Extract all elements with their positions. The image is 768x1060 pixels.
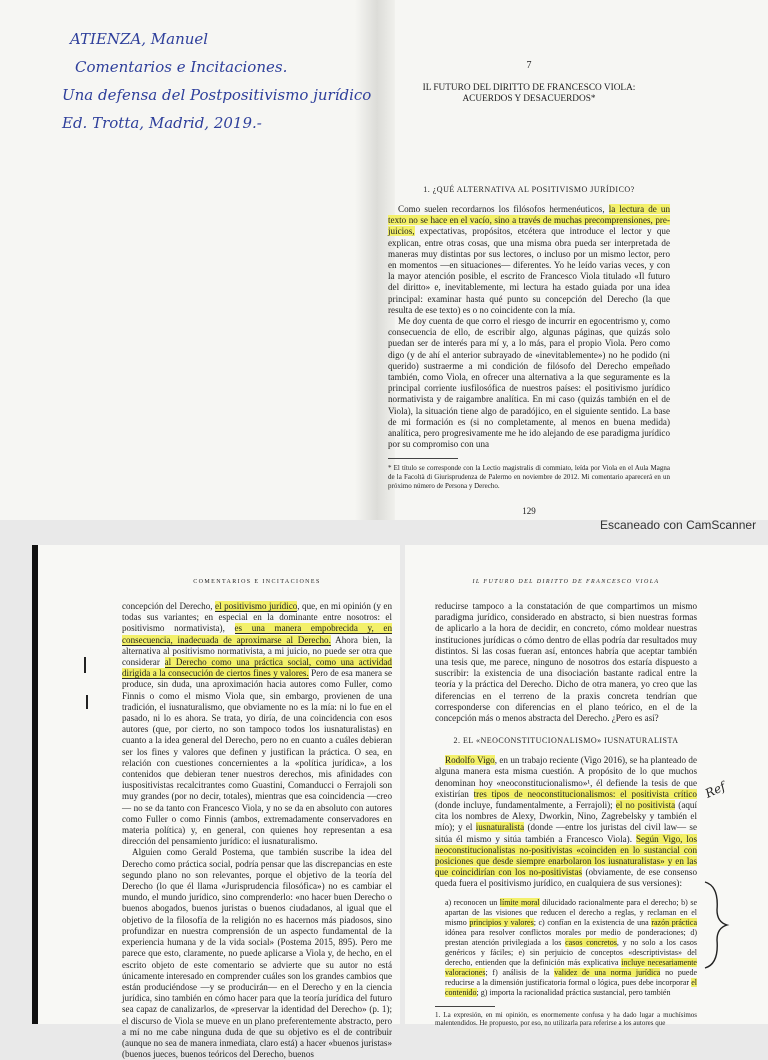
paragraph-text: (aquí cita los nombres de Alexy, Dworkin, Nino, Zagrebelsky y también el mío); y el xyxy=(435,800,697,833)
margin-pen-mark xyxy=(84,657,86,673)
page-131-paragraph-2 xyxy=(435,755,697,889)
page-129-paragraph-2: Me doy cuenta de que corro el riesgo de incurrir en egocentrismo y, como consecuencia de ello, de escribir algo, algunas páginas, que quizás solo puedan ser de interés para mí y, a lo más, para el propio Viola. Pero como digo (y de ahí el anterior subrayado de «inevitablemente») no he podido (ni querido) sustraerme a mi condición de filósofo del Derecho empeñado también, como Viola, en ofrecer una alternativa a la que seguramente es la principal corriente iusfilosófica de nuestros países: el positivismo jurídico normativista y de raigambre analítica. En mi caso (quizás también en el de Viola), la situación tiene algo de paradójico, en el siguiente sentido. La base de mi formación es (si no completamente, al menos en buena medida) analítica, pero progresivamente me he ido alejando de ese paradigma jurídico por su compromiso con una xyxy=(388,316,670,450)
list-text: idónea para resolver conflictos morales por medio de ponderaciones; d) prestan atención privilegiada a los xyxy=(445,927,697,947)
scanner-watermark: Escaneado con CamScanner xyxy=(600,518,757,532)
highlighted-text: principios y valores xyxy=(469,917,534,927)
page-130-paragraph-1 xyxy=(122,601,392,847)
left-page-scan xyxy=(32,545,400,1060)
right-page-scan xyxy=(405,545,768,1028)
paragraph-text: Ahora bien, la alternativa al positivismo normativista, a mi juicio, no puede ser otra que considerar xyxy=(122,634,393,668)
section-1-heading: 1. ¿QUÉ ALTERNATIVA AL POSITIVISMO JURÍDICO? xyxy=(423,185,635,194)
highlighted-text: iusnaturalista xyxy=(475,822,525,833)
page-130-content xyxy=(122,579,392,1060)
highlighted-text: tres tipos de neoconstitucionalismos: el positivista crítico xyxy=(473,788,697,799)
page-131-content xyxy=(435,579,697,1028)
highlighted-text: es una manera empobrecida y, en consecuencia, inadecuada de aproximarse al Derecho. xyxy=(122,623,392,645)
highlighted-text: incluye necesariamente valoraciones xyxy=(445,957,697,977)
paragraph-text: , que, en mi opinión (y en todas sus variantes; en especial en la dominante entre nosotros: el positivismo normativista), xyxy=(122,601,392,634)
margin-pen-mark xyxy=(86,695,88,709)
paragraph-text: expectativas, propósitos, etcétera que introduce el lector y que explican, entre otras cosas, que una misma obra pueda ser interpretada de maneras muy distintas por sus lectores, o incluso por un mismo lector, pero en momentos —en situaciones— diferentes. Yo he leído varias veces, y con la mayor atención posible, el escrito de Francesco Viola titulado «Il futuro del diritto» e, inevitablemente, mi lectura ha estado guiada por una idea principal: examinar hasta qué punto su concepción del Derecho (la que resulta de ese texto) es o no coincidente con la mía. xyxy=(388,226,670,315)
page-129-footnote: * El título se corresponde con la Lectio magistralis di commiato, leída por Viola en el Aula Magna de la Facoltà di Giurisprudenza de Palermo en noviembre de 2012. Mi comentario aparecerá en un próximo número de Persona y Derecho. xyxy=(388,464,670,490)
highlighted-text: razón práctica xyxy=(651,917,698,927)
footnote-rule xyxy=(435,1006,495,1007)
margin-bracket-mark xyxy=(701,880,731,970)
section-2-heading: 2. EL «NEOCONSTITUCIONALISMO» IUSNATURALISTA xyxy=(453,736,679,746)
list-text: ; f) análisis de la xyxy=(485,967,555,977)
page-binding-edge xyxy=(32,545,38,1024)
page-129-content xyxy=(388,60,670,516)
footnote-rule xyxy=(388,458,458,459)
paragraph-text: (donde —entre los juristas del civil law— se sitúa él mismo y sitúa también a Francesco Viola). xyxy=(435,822,697,844)
list-text: a) reconocen un xyxy=(445,897,500,907)
highlighted-text: el contenido xyxy=(445,977,697,997)
list-text: ; c) confían en la existencia de una xyxy=(533,917,652,927)
list-text: , y no solo a los casos genéricos y fáciles; e) sin perjuicio de conceptos «descriptivistas» del derecho, entienden que la definición más explicativa xyxy=(445,937,697,967)
paragraph-text: (donde incluye, fundamentalmente, a Ferrajoli); xyxy=(435,800,616,811)
margin-handwritten-note: Ref xyxy=(703,779,728,801)
paragraph-text: concepción del Derecho, xyxy=(122,601,216,611)
highlighted-text: el no positivista xyxy=(615,800,676,811)
highlighted-text: validez de una norma jurídica xyxy=(554,967,661,977)
list-text: no puede reducirse a la dimensión justificatoria formal o lógica, pues debe incorporar xyxy=(445,967,698,987)
paragraph-text: , en un trabajo reciente (Vigo 2016), se ha planteado de alguna manera esta misma cuestión. A propósito de lo que muchos denominan hoy «neoconstitucionalismo»¹, él defiende la tesis de que existirían xyxy=(435,755,697,799)
list-text: ; g) importa la racionalidad práctica sustancial, pero también xyxy=(476,987,671,997)
highlighted-text: Según Vigo, los neoconstitucionalistas no-positivistas «coinciden en lo sustancial con posiciones que desde siempre enarbolaron los iusnaturalistas» y en las que coincidirían con los no-positivistas xyxy=(435,833,697,878)
list-text: dilucidado racionalmente para el derecho; b) se apartan de las visiones que reducen el derecho a reglas, y reclaman en el mismo xyxy=(445,897,698,927)
page-131-list xyxy=(445,898,697,998)
page-130-paragraph-2: Alguien como Gerald Postema, que también suscribe la idea del Derecho como práctica social, podría pensar que las discrepancias en este segundo plano no son relevantes, porque el objetivo de la teoría del Derecho (lo que él llama «Jurisprudencia filosófica») no es cambiar el mundo, el mundo jurídico, sino comprenderlo: «no hacer buen Derecho o buenos abogados, buenos juristas o buenos ciudadanos, al igual que el objetivo de la filosofía de la religión no es hacernos más piadosos, sino profundizar en nuestra comprensión de un aspecto fundamental de la experiencia humana y de la vida social» (Postema 2015, 895). Pero me parece que esto, claramente, no puede aplicarse a Viola y, de hecho, en el escrito objeto de este comentario se advierte que su autor no está únicamente interesado en comprender cuáles son los grandes cambios que están produciéndose —y se producirán— en el Derecho y en la ciencia jurídica, sino también en cómo hacer para que la teoría jurídica del futuro sea capaz de canalizarlos, de «preservar la identidad del Derecho» (p. 1); el discurso de Viola se mueve en un plano preferentemente abstracto, pero a mí no me cabe ninguna duda de que su objetivo es el de contribuir (aunque no sea de manera inmediata, claro está) a hacer «buenos juristas» (buenos jueces, buenos teóricos del Derecho, buenos xyxy=(122,847,392,1060)
highlighted-text: casos concretos xyxy=(565,937,617,947)
highlighted-text: Rodolfo Vigo xyxy=(445,755,495,766)
chapter-title-line2: ACUERDOS Y DESACUERDOS* xyxy=(462,94,596,104)
running-head-131: IL FUTURO DEL DIRITTO DE FRANCESCO VIOLA xyxy=(472,579,660,585)
chapter-title-line1: IL FUTURO DEL DIRITTO DE FRANCESCO VIOLA: xyxy=(422,83,636,93)
paragraph-text: (obviamente, de ese consenso queda fuera el positivismo jurídico, en cualquiera de sus versiones): xyxy=(435,867,697,889)
highlighted-text: la lectura de un texto no se hace en el vacío, sino a través de muchas precomprensiones, pre-juicios, xyxy=(388,204,670,237)
handwritten-book-title: Comentarios e Incitaciones. xyxy=(75,58,288,76)
handwritten-publisher: Ed. Trotta, Madrid, 2019.- xyxy=(62,114,262,132)
page-number-129: 129 xyxy=(522,506,536,517)
page-131-footnote: 1. La expresión, en mi opinión, es enormemente confusa y ha dado lugar a muchísimos malentendidos. He propuesto, por eso, no utilizarla para referirse a los autores que xyxy=(435,1010,697,1028)
highlighted-text: al Derecho como una práctica social, como una actividad dirigida a la consecución de ciertos fines y valores. xyxy=(122,657,392,679)
running-head-130: COMENTARIOS E INCITACIONES xyxy=(193,579,321,585)
page-129-paragraph-1 xyxy=(388,204,670,316)
top-page-scan xyxy=(0,0,768,520)
handwritten-author: ATIENZA, Manuel xyxy=(70,30,209,48)
page-131-paragraph-1: reducirse tampoco a la constatación de que compartimos un mismo paradigma jurídico, considerado en abstracto, si bien nuestras formas de aplicarlo a la hora de decidir, en concreto, cómo moldear nuestras instituciones jurídicas o cómo dentro de ellas podría dar resultados muy distintos. Si las cosas fueran así, entonces habría que aceptar también una tesis que, me parece, ninguno de nosotros dos estaría dispuesto a suscribir: la existencia de una disociación bastante radical entre la teoría y la práctica del Derecho. Dicho de otra manera, yo creo que las diferencias en el terreno de la praxis concreta tendrían que corresponderse con diferencias en el plano teórico, en el de la concepción más o menos abstracta del Derecho. ¿Pero es así? xyxy=(435,601,697,724)
chapter-number: 7 xyxy=(526,60,532,71)
paragraph-text: Pero de esa manera se produce, sin duda, una aproximación hacia autores como Fuller, como Finnis o como el mismo Viola que, sin embargo, provienen de una tradición, el iusnaturalismo, que obviamente no es la mía: ni lo fue en el pasado, ni lo es ahora. Se trata, yo diría, de una coincidencia con esos autores (que, por cierto, no son tampoco todos los iusnaturalistas) en cuanto a la idea general del Derecho, pero no en cuanto a cuáles debieran ser los fines y valores que definen y justifican la práctica. O sea, en relación con cuestiones concernientes a la «política jurídica», a los contenidos que debieran tener nuestros derechos, mis afinidades con iuspositivistas recalcitrantes como Guastini, Comanducci o Ferrajoli son muy grandes (por no decir, totales), mientras que esa coincidencia —creo— no se da tanto con Francesco Viola, y no se da en absoluto con autores como Fuller o como Finnis (ambos, extremadamente conservadores en materia política) y, en general, con quienes hoy representan a esa dirección del pensamiento jurídico: el iusnaturalismo. xyxy=(122,668,392,847)
handwritten-subtitle: Una defensa del Postpositivismo jurídico xyxy=(62,86,372,104)
highlighted-text: límite moral xyxy=(499,897,540,907)
highlighted-text: el positivismo jurídico xyxy=(215,601,298,611)
paragraph-text: Como suelen recordarnos los filósofos hermenéuticos, xyxy=(398,204,609,214)
